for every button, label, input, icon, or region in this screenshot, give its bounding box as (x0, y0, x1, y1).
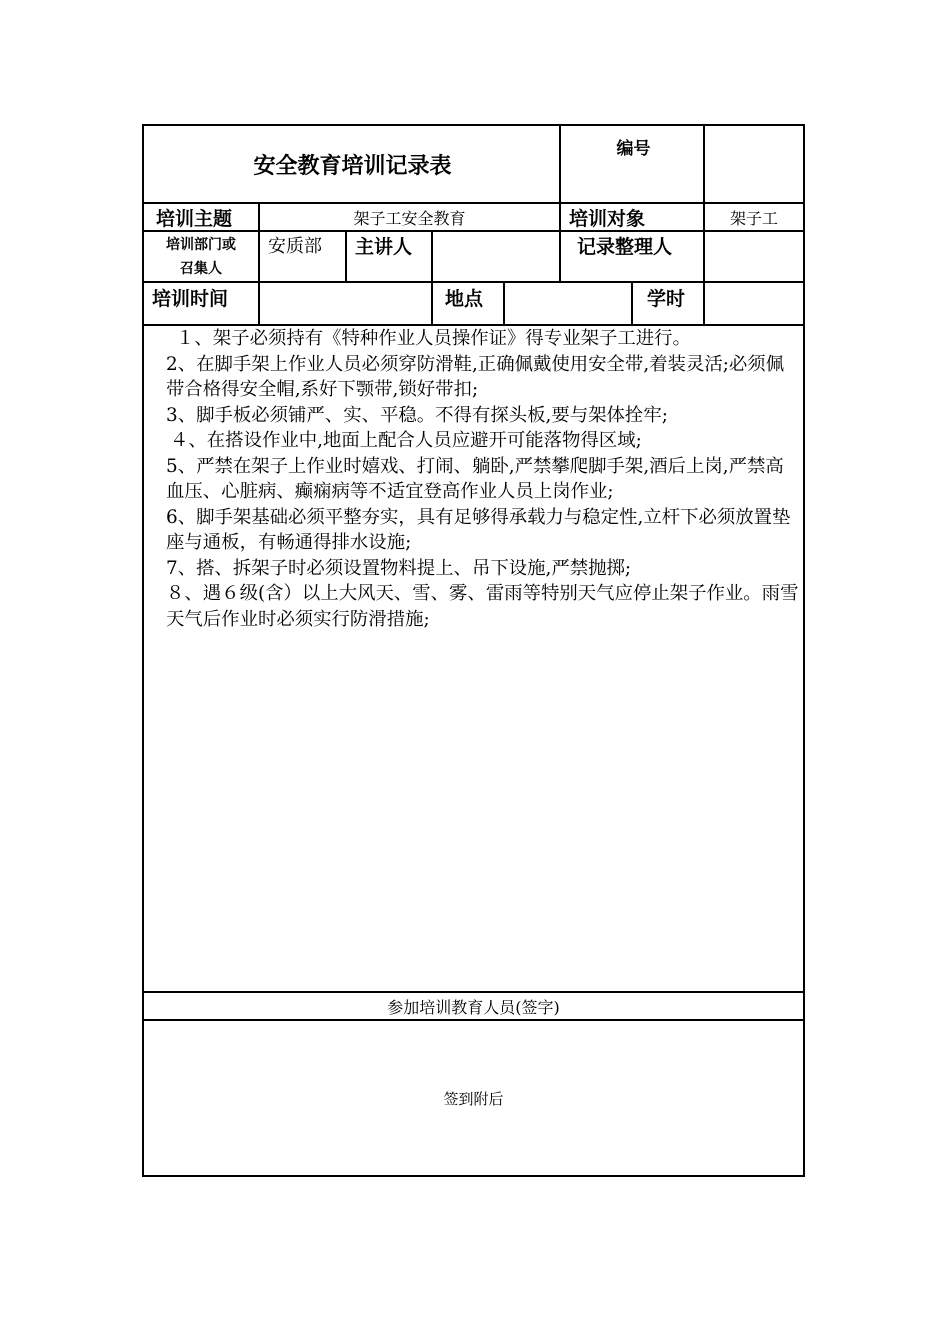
target-value[interactable]: 架子工 (729, 208, 778, 228)
content-item: 5、严禁在架子上作业时嬉戏、打闹、躺卧,严禁攀爬脚手架,酒后上岗,严禁高血压、心脏病、癫痫病等不适宜登高作业人员上岗作业; (166, 455, 784, 502)
form-title: 安全教育培训记录表 (253, 153, 452, 179)
lecturer-field[interactable] (433, 232, 559, 281)
col-divider (631, 281, 633, 324)
target-label: 培训对象 (569, 207, 646, 230)
dept-label-line2: 召集人 (180, 260, 222, 277)
lecturer-label: 主讲人 (355, 235, 413, 258)
number-field[interactable] (705, 126, 803, 202)
col-divider (345, 230, 347, 281)
content-item: ８、遇６级(含）以上大风天、雪、雾、雷雨等特别天气应停止架子作业。雨雪天气后作业时必须实行防滑措施; (166, 583, 799, 630)
dept-label-line1: 培训部门或 (166, 236, 236, 253)
content-item: 7、搭、拆架子时必须设置物料提上、吊下设施,严禁抛掷; (166, 557, 632, 579)
content-item: ４、在搭设作业中,地面上配合人员应避开可能落物得区域; (170, 430, 642, 451)
training-content (166, 326, 801, 632)
training-record-form (142, 124, 805, 1177)
place-field[interactable] (505, 283, 631, 324)
recorder-label: 记录整理人 (577, 235, 673, 258)
dept-value[interactable]: 安质部 (268, 236, 322, 257)
dept-label (144, 232, 258, 281)
topic-label: 培训主题 (156, 207, 233, 230)
content-item: １、架子必须持有《特种作业人员操作证》得专业架子工进行。 (176, 328, 691, 349)
topic-value[interactable]: 架子工安全教育 (353, 208, 466, 228)
hours-field[interactable] (705, 283, 803, 324)
content-item: 3、脚手板必须铺严、实、平稳。不得有探头板,要与架体拴牢; (166, 404, 668, 426)
hours-label: 学时 (647, 287, 686, 310)
time-field[interactable] (260, 283, 431, 324)
signature-header: 参加培训教育人员(签字) (387, 998, 560, 1017)
recorder-field[interactable] (705, 232, 803, 281)
time-label: 培训时间 (152, 287, 229, 310)
content-item: 2、在脚手架上作业人员必须穿防滑鞋,正确佩戴使用安全带,着装灵活;必须佩带合格得安全帽,系好下颚带,锁好带扣; (166, 353, 785, 400)
content-item: 6、脚手架基础必须平整夯实，具有足够得承载力与稳定性,立杆下必须放置垫座与通板，有畅通得排水设施; (166, 506, 791, 553)
place-label: 地点 (445, 287, 484, 310)
number-label: 编号 (616, 138, 651, 159)
signature-note: 签到附后 (443, 1090, 504, 1108)
